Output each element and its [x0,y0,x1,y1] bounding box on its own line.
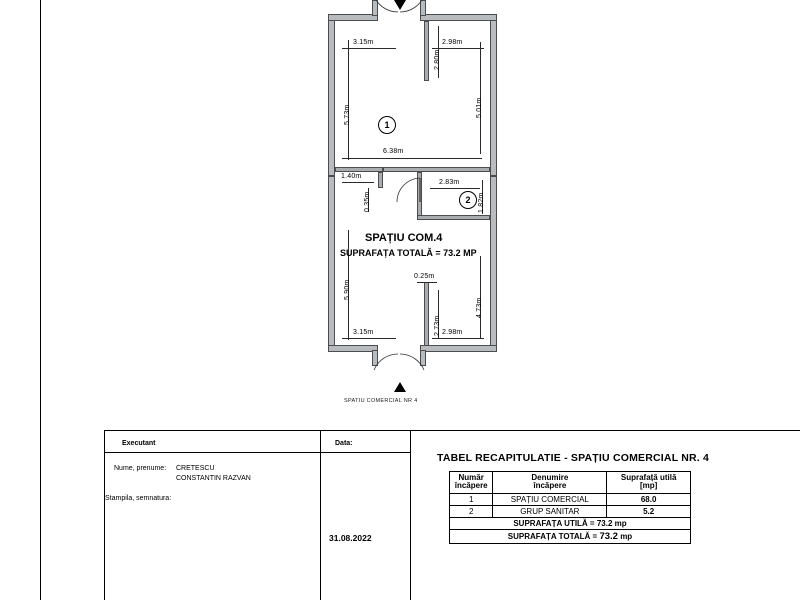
wall-mid-partition [335,167,383,172]
totala-label: SUPRAFAȚA TOTALĂ = [507,531,598,541]
wall-left-lower [328,176,335,352]
wall-left-upper [328,14,335,176]
table-row [450,493,691,505]
dim-left-upper: 5.73m [344,104,351,125]
dim-bottom-right: 2.98m [442,329,463,336]
titleblock-data-header: Data: [335,440,353,447]
room-marker-1: 1 [378,116,396,134]
wall-small-left [378,172,383,188]
row1-num: 1 [450,493,493,505]
dimline-bottom-inner [417,282,437,283]
row2-num: 2 [450,505,493,517]
dim-right-upper: 2.80m [434,49,441,70]
utila-unit: mp [614,518,627,528]
wall-right-upper [490,14,497,176]
frame-vertical-right [410,430,411,600]
titleblock-stampila-label: Stampila, semnatura: [105,495,172,502]
dim-left-lower: 5.90m [344,279,351,300]
dimline-bottom-right [432,338,484,339]
header-den-line2: încăpere [533,481,567,491]
room-marker-2: 2 [459,191,477,209]
titleblock-nume-value-2: CONSTANTIN RAZVAN [176,475,251,482]
dim-top-right: 2.98m [442,39,463,46]
dim-left-small: 1.40m [341,173,362,180]
entrance-arrow-top [390,0,410,12]
apartment-plan [320,0,510,410]
dim-mid-room1: 6.38m [383,148,404,155]
header-den-line1: Denumire [531,473,569,482]
totala-value: 73.2 [599,530,618,542]
header-num [450,472,493,494]
table-row [450,505,691,517]
plan-title: SPAȚIU COM.4 [365,232,443,244]
dimline-bottom-left [342,338,396,339]
dimline-room2-top [430,188,480,189]
row2-den: GRUP SANITAR [493,505,607,517]
titleblock-nume-value-1: CRETESCU [176,465,215,472]
dim-right-lower: 4.73m [476,297,483,318]
dim-right-room1: 5.01m [476,97,483,118]
dimline-top-left [342,48,396,49]
wall-right-lower [490,176,497,352]
titleblock-nume-label: Nume, prenume: [114,465,167,472]
table-header-row [450,472,691,494]
wall-stub-upper-right [424,21,429,81]
recap-title: TABEL RECAPITULATIE - SPAȚIU COMERCIAL NR. 4 [437,452,710,464]
header-sup-line1: Suprafață utilă [620,473,677,482]
utila-cell [450,517,691,529]
wall-room2-bottom [417,215,490,220]
dimline-left-upper [348,40,349,160]
dim-left-small-v: 0.35m [364,191,371,212]
title-block [40,430,410,600]
dim-bottom-inner: 0.25m [414,273,435,280]
table-row-utila [450,517,691,529]
dim-top-left: 3.15m [353,39,374,46]
dimline-left-small [342,182,374,183]
header-num-line1: Număr [458,473,484,482]
utila-value: 73.2 [596,518,613,528]
recap-table [449,471,691,544]
dimline-mid-room1 [342,158,482,159]
wall-top-right [420,14,497,21]
utila-label: SUPRAFAȚA UTILĂ = [513,518,595,528]
entrance-caption: SPATIU COMERCIAL NR 4 [344,398,418,404]
row2-sup: 5.2 [607,505,691,517]
titleblock-executant-header: Executant [122,440,156,447]
header-sup-line2: [mp] [639,481,658,491]
header-sup [607,472,691,494]
door-swing-room2 [394,176,424,208]
wall-stub-lower [424,282,429,346]
wall-mid-partition-right [383,167,490,172]
dim-bottom-inner-v: 2.73m [434,315,441,336]
entrance-arrow-bottom [390,380,410,394]
dim-room2-right: 1.82m [478,192,485,213]
row1-den: SPAȚIU COMERCIAL [493,493,607,505]
dim-bottom-left: 3.15m [353,329,374,336]
plan-subtitle: SUPRAFAȚA TOTALĂ = 73.2 MP [340,248,477,258]
row1-sup: 68.0 [607,493,691,505]
wall-bottom-right [420,345,497,352]
table-row-totala [450,529,691,543]
door-swing-entrance-bottom [370,350,428,374]
recap-section [437,452,767,544]
titleblock-data-value: 31.08.2022 [329,533,372,543]
totala-unit: mp [620,531,633,541]
dim-room2-top: 2.83m [439,179,460,186]
header-den [493,472,607,494]
header-num-line2: încăpere [454,481,488,491]
totala-cell [450,529,691,543]
